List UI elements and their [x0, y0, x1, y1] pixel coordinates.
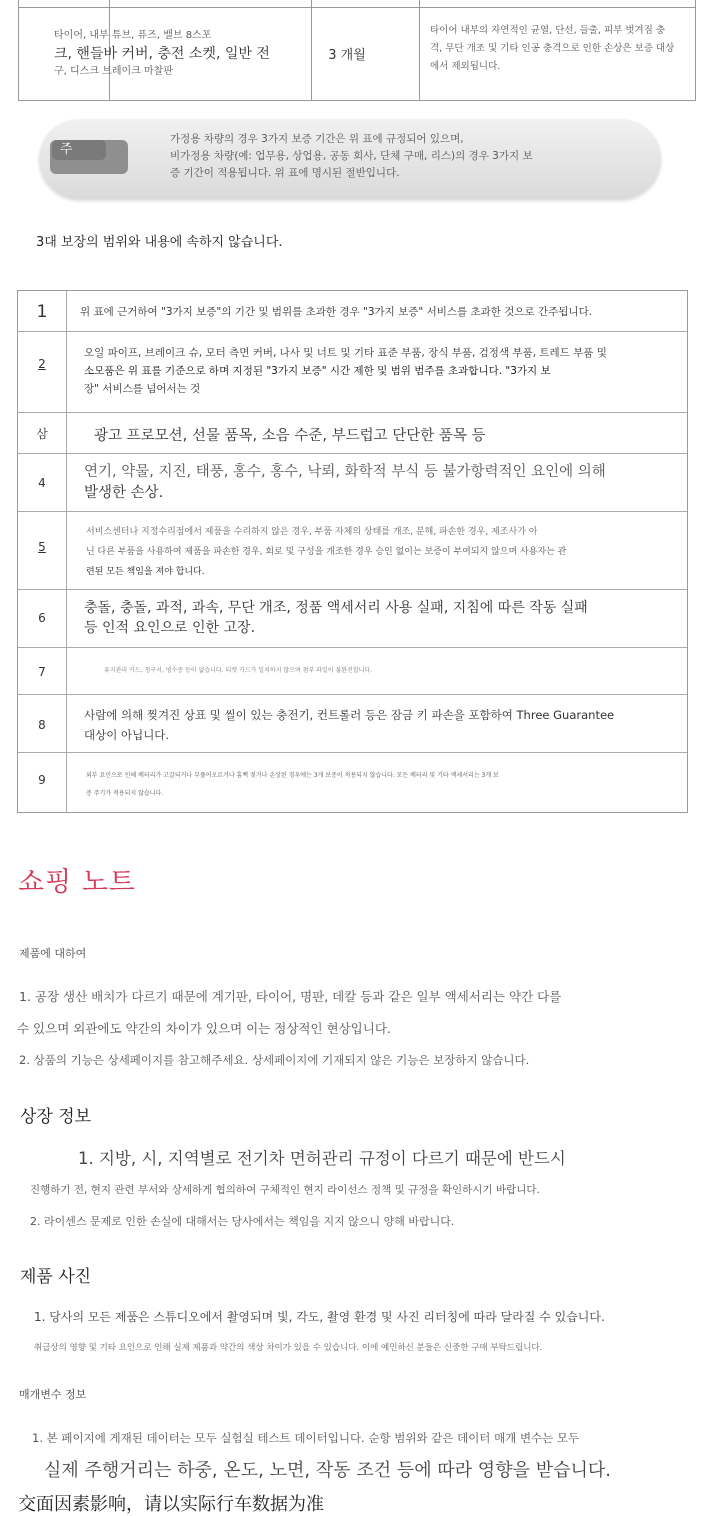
table-row [18, 332, 687, 413]
table-row [18, 753, 687, 812]
table-row [18, 454, 687, 512]
row-line: 닌 다른 부품을 사용하여 제품을 파손한 경우, 회로 및 구성을 개조한 경우 승인 없이는 보증이 부여되지 않으며 사용자는 관 [86, 547, 567, 557]
license-paragraph-1b: 진행하기 전, 현지 관련 부서와 상세하게 협의하여 구체적인 현지 라이선스 정책 및 규정을 확인하시기 바랍니다. [30, 1184, 540, 1196]
row-number: 2 [38, 357, 46, 371]
parts-line: 크, 핸들바 커버, 충전 소켓, 일반 전 [54, 46, 270, 62]
row-line: 서비스센터나 지정수리점에서 제품을 수리하지 않은 경우, 부품 자체의 상태를 개조, 분해, 파손한 경우, 제조사가 아 [86, 527, 538, 537]
row-text [84, 705, 684, 745]
exclusions-table [17, 290, 688, 813]
note-line: 격, 무단 개조 및 기타 인공 충격으로 인한 손상은 보증 대상 [430, 43, 675, 54]
note-line: 에서 제외됩니다. [430, 61, 501, 72]
row-line: 련된 모든 책임을 져야 합니다. [86, 567, 205, 577]
parameter-paragraph-2: 실제 주행거리는 하중, 온도, 노면, 작동 조건 등에 따라 영향을 받습니다. [44, 1460, 611, 1481]
license-paragraph-2: 2. 라이센스 문제로 인한 손실에 대해서는 당사에서는 책임을 지지 않으니 양해 바랍니다. [30, 1215, 455, 1228]
row-text [86, 522, 681, 582]
table-row [18, 695, 687, 753]
notice-line: 비가정용 차량(예: 업무용, 상업용, 공동 회사, 단체 구매, 리스)의 경우 3가지 보 [170, 150, 533, 162]
row-line: 오일 파이프, 브레이크 슈, 모터 측면 커버, 나사 및 너트 및 기타 표준 부품, 장식 부품, 검정색 부품, 트레드 부품 및 [84, 347, 607, 359]
period-cell: 3 개월 [328, 48, 366, 63]
column-divider [419, 0, 420, 100]
product-photo-title: 제품 사진 [20, 1267, 92, 1287]
row-number: 7 [38, 665, 46, 679]
photo-paragraph-1: 1. 당사의 모든 제품은 스튜디오에서 촬영되며 빛, 각도, 촬영 환경 및 사진 리터칭에 따라 달라질 수 있습니다. [34, 1310, 605, 1324]
row-line: 증 주기가 적용되지 않습니다. [86, 790, 164, 797]
row-text: 위 표에 근거하여 "3가지 보증"의 기간 및 범위를 초과한 경우 "3가지 보증" 서비스를 초과한 것으로 간주됩니다. [80, 306, 593, 318]
row-number: 9 [38, 773, 46, 787]
row-line: 연기, 약물, 지진, 태풍, 홍수, 홍수, 낙뢰, 화학적 부식 등 불가항력적인 요인에 의해 [84, 464, 606, 480]
row-text [84, 344, 679, 398]
notice-line: 증 기간이 적용됩니다. 위 표에 명시된 절반입니다. [170, 167, 400, 179]
table-row [18, 291, 687, 332]
row-line: 외부 요인으로 인해 배터리가 고갈되거나 부풀어오르거나 흠뻑 젖거나 손상된 경우에는 3개 보증이 적용되지 않습니다. 모든 배터리 및 기타 액세서리는 3개 보 [86, 772, 499, 779]
table-row [18, 512, 687, 590]
row-number: 6 [38, 611, 46, 625]
note-line: 타이어 내부의 자연적인 균열, 단선, 들출, 피부 벗겨짐 충 [430, 25, 666, 36]
notice-line: 가정용 차량의 경우 3가지 보증 기간은 위 표에 규정되어 있으며, [170, 133, 464, 145]
notice-text [170, 131, 640, 182]
parts-cell [54, 27, 294, 81]
notice-badge: 주 [52, 140, 106, 160]
damage-note-cell [430, 22, 695, 76]
license-title: 상장 정보 [20, 1107, 92, 1127]
row-line: 소모품은 위 표를 기준으로 하며 지정된 "3가지 보증" 시간 제한 및 범위 범주를 초과합니다. "3가지 보 [84, 365, 551, 377]
row-line: 장" 서비스를 넘어서는 것 [84, 383, 201, 395]
row-number: 8 [38, 718, 46, 732]
about-paragraph-1b: 수 있으며 외관에도 약간의 차이가 있으며 이는 정상적인 현상입니다. [17, 1021, 391, 1036]
row-divider [19, 7, 695, 8]
table-row [18, 590, 687, 648]
about-paragraph-1: 1. 공장 생산 배치가 다르기 때문에 계기판, 타이어, 명판, 데칼 등과 같은 일부 액세서리는 약간 다를 [19, 989, 562, 1004]
shopping-notes-title: 쇼핑 노트 [18, 867, 136, 898]
row-number: 삼 [36, 427, 48, 441]
row-text [84, 462, 679, 504]
parameter-info-label: 매개변수 정보 [19, 1388, 87, 1401]
row-line: 충돌, 충돌, 과적, 과속, 무단 개조, 정품 액세서리 사용 실패, 지침에 따른 작동 실패 [84, 600, 588, 616]
row-line: 등 인적 요인으로 인한 고장. [84, 620, 256, 636]
license-paragraph-1: 1. 지방, 시, 지역별로 전기차 면허관리 규정이 다르기 때문에 반드시 [78, 1149, 566, 1168]
table-row [18, 413, 687, 454]
photo-paragraph-2: 취급상의 영향 및 기타 요인으로 인해 실제 제품과 약간의 색상 차이가 있을 수 있습니다. 이에 예민하신 분들은 신중한 구매 부탁드립니다. [34, 1343, 543, 1353]
exclusions-title: 3대 보장의 범위와 내용에 속하지 않습니다. [36, 235, 283, 250]
table-row [18, 648, 687, 695]
row-number: 4 [38, 476, 46, 490]
row-number: 1 [36, 302, 48, 322]
row-line: 발생한 손상. [84, 485, 164, 501]
parameter-paragraph-3: 交面因素影响，请以实际行车数据为准 [18, 1494, 324, 1515]
row-number: 5 [38, 540, 46, 554]
about-paragraph-2: 2. 상품의 기능은 상세페이지를 참고해주세요. 상세페이지에 기재되지 않은 기능은 보장하지 않습니다. [19, 1053, 530, 1067]
parts-line: 타이어, 내부 튜브, 퓨즈, 밸브 8스포 [54, 30, 212, 41]
parameter-paragraph-1: 1. 본 페이지에 게재된 데이터는 모두 실험실 테스트 데이터입니다. 순항 범위와 같은 데이터 매개 변수는 모두 [32, 1431, 580, 1445]
row-text [86, 767, 676, 803]
row-text: 유지관리 카드, 청구서, 영수증 등이 없습니다. 티켓 카드가 일치하지 않으며 첨부 파일이 불완전합니다. [104, 667, 373, 674]
row-line: 사람에 의해 찢겨진 상표 및 씰이 있는 충전기, 컨트롤러 등은 잠금 키 파손을 포함하여 Three Guarantee [84, 708, 615, 722]
row-text: 광고 프로모션, 선물 품목, 소음 수준, 부드럽고 단단한 품목 등 [94, 428, 486, 444]
parts-line: 구, 디스크 브레이크 마찰판 [54, 66, 173, 77]
row-line: 대상이 아닙니다. [84, 728, 170, 742]
about-product-label: 제품에 대하여 [19, 947, 87, 960]
row-text [84, 598, 684, 638]
